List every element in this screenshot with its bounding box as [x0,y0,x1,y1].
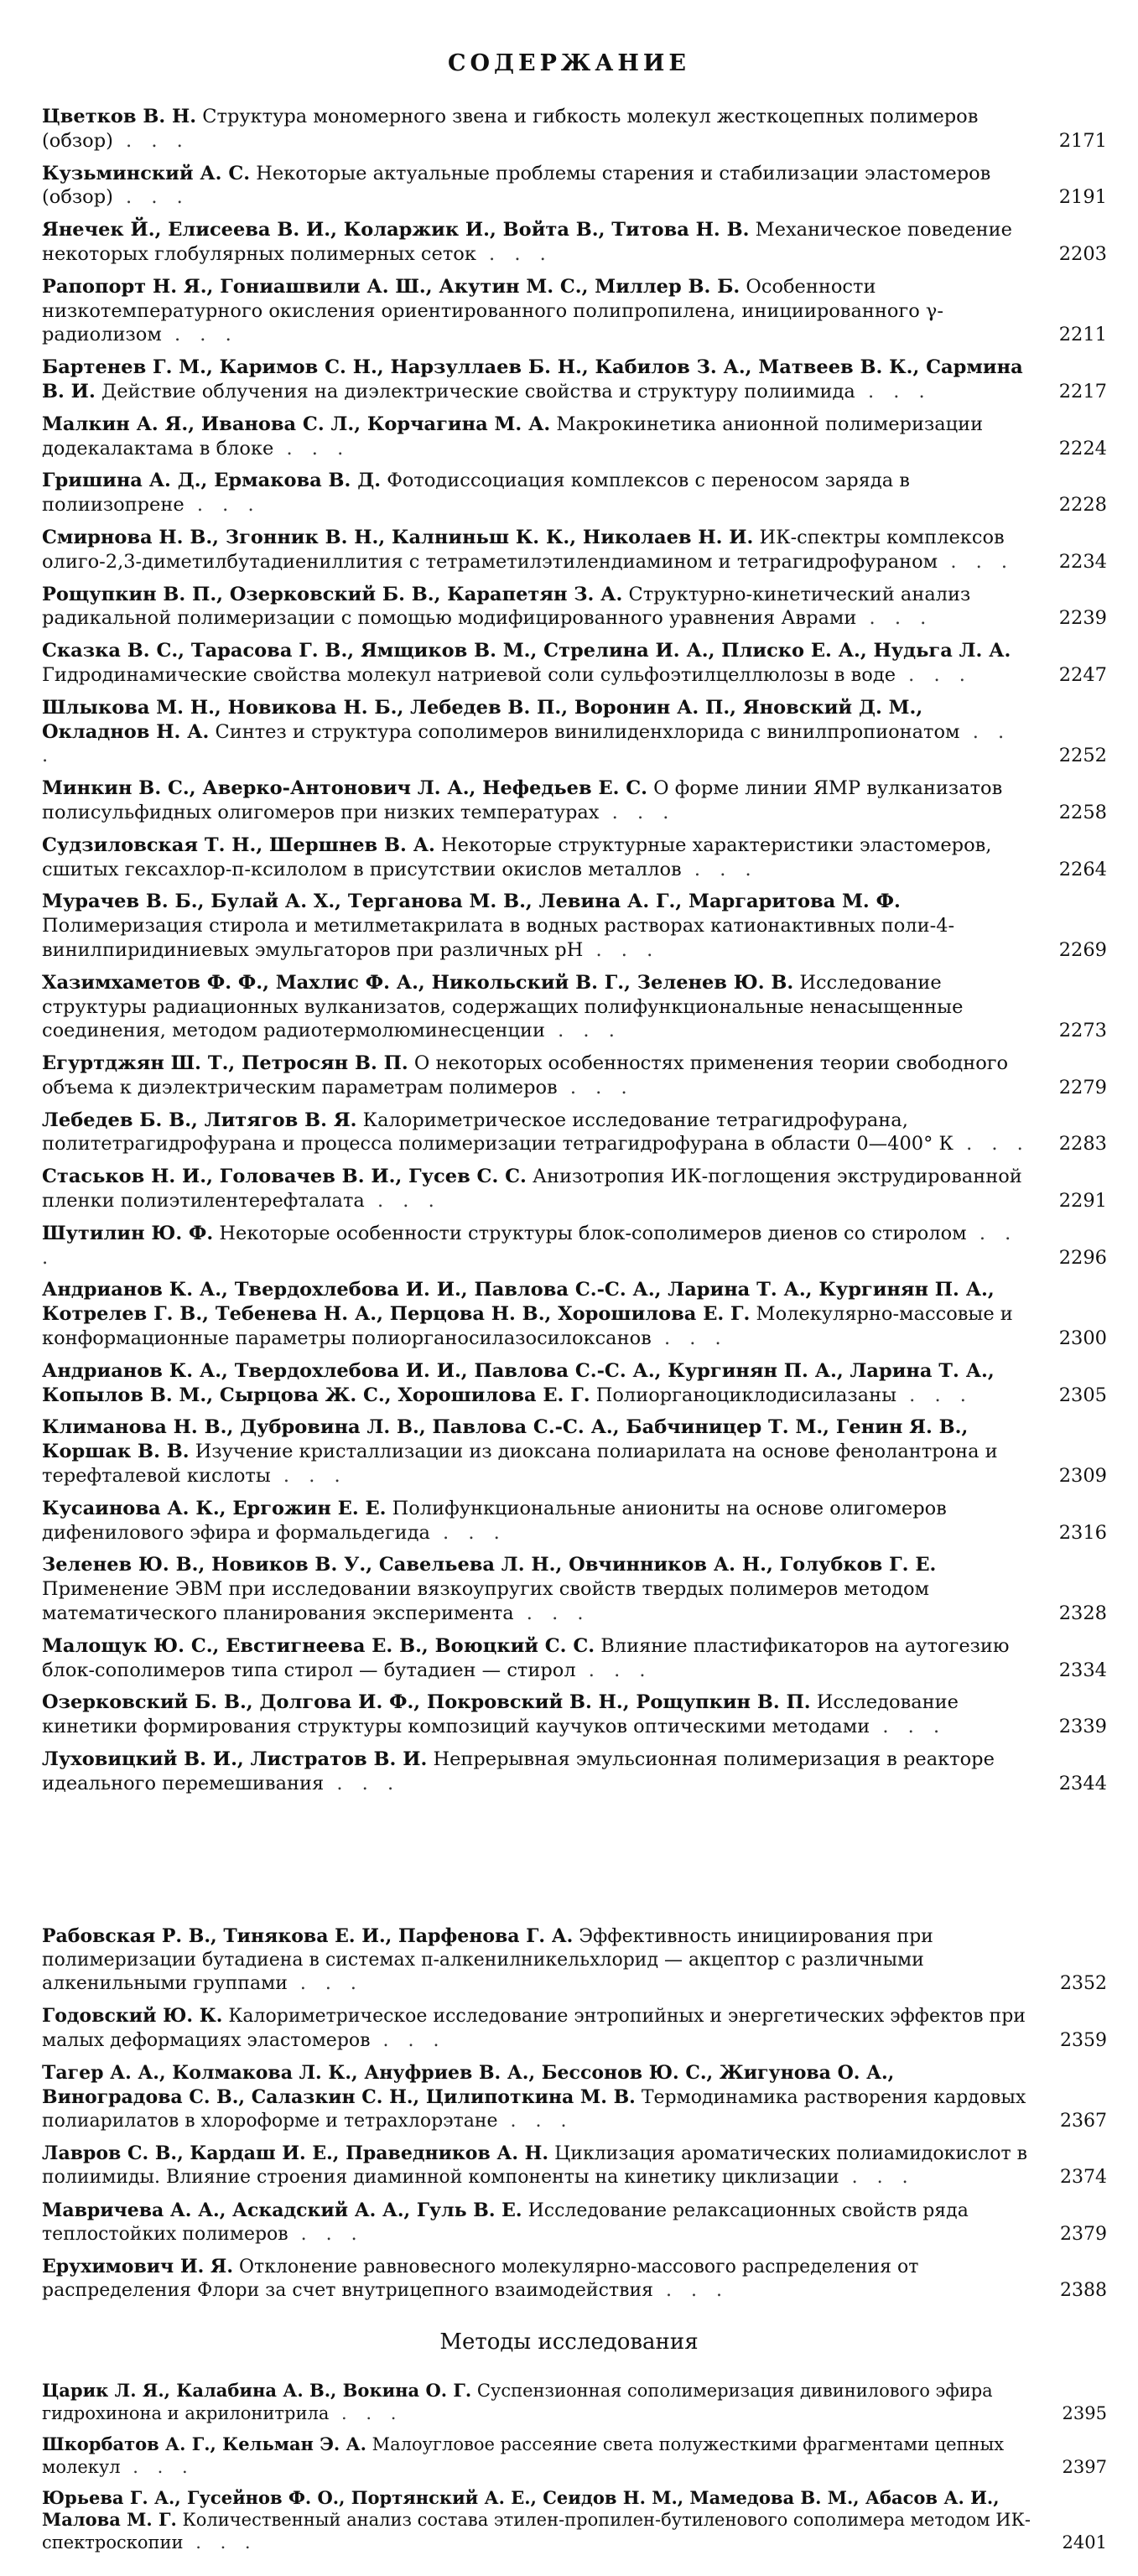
entry-page-number: 2279 [1058,1076,1107,1098]
leader-dots: . . . [324,1772,401,1794]
toc-block-main [42,105,1107,1805]
toc-entry [42,1222,1107,1270]
entry-page-number: 2283 [1058,1133,1107,1156]
toc-entry [42,890,1107,962]
entry-page-number: 2247 [1058,663,1107,686]
entry-authors: Кузьминский А. С. [42,162,251,184]
entry-title: ИК-спектры комплексов олиго-2,3-диметилбутадиениллития с тетраметилэтилендиамином и тетрагидрофураном [42,526,1005,573]
leader-dots: . . . [599,801,676,823]
entry-authors: Кусаинова А. К., Ергожин Е. Е. [42,1497,387,1519]
entry-authors: Лавров С. В., Кардаш И. Е., Праведников А. Н. [42,2142,549,2165]
entry-authors: Стаськов Н. И., Головачев В. И., Гусев С. С. [42,1166,527,1188]
toc-entry [42,1497,1107,1545]
entry-title: Макрокинетика анионной полимеризации додекалактама в блоке [42,413,984,460]
leader-dots: . . . [938,550,1015,573]
toc-entry [42,413,1107,461]
leader-dots: . . . [856,607,933,630]
entry-page-number: 2352 [1060,1973,1107,1995]
entry-title: Эффективность инициирования при полимеризации бутадиена в системах π-алкенилникельхлорид — акцептор с различными алкенильными группами [42,1926,933,1995]
entry-title: Исследование кинетики формирования структуры композиций каучуков оптическими методами [42,1691,959,1738]
entry-title: Некоторые структурные характеристики эластомеров, сшитых гексахлор-п-ксилолом в присутствии окислов металлов [42,834,992,880]
entry-authors: Янечек Й., Елисеева В. И., Коларжик И., Войта В., Титова Н. В. [42,219,750,242]
entry-title: Отклонение равновесного молекулярно-массового распределения от распределения Флори за счет внутрицепного взаимодействия [42,2256,919,2302]
entry-authors: Годовский Ю. К. [42,2005,223,2028]
entry-title: О форме линии ЯМР вулканизатов полисульфидных олигомеров при низких температурах [42,777,1003,823]
entry-title: Калориметрическое исследование тетрагидрофурана, политетрагидрофурана и процесса полимеризации тетрагидрофурана в области 0—400° К [42,1109,954,1156]
entry-page-number: 2374 [1060,2167,1107,2189]
entry-page-number: 2401 [1062,2532,1107,2553]
entry-title: Термодинамика растворения кардовых полиарилатов в хлороформе и тетрахлорэтане [42,2086,1026,2132]
entry-authors: Зеленев Ю. В., Новиков В. У., Савельева Л. Н., Овчинников А. Н., Голубков Г. Е. [42,1554,937,1576]
entry-title: Некоторые актуальные проблемы старения и стабилизации эластомеров (обзор) [42,162,991,209]
entry-authors: Смирнова Н. В., Згонник В. Н., Калниньш К. К., Николаев Н. И. [42,526,754,548]
toc-entry [42,162,1107,210]
entry-authors: Озерковский Б. В., Долгова И. Ф., Покровский В. Н., Рощупкин В. П. [42,1691,811,1714]
entry-page-number: 2334 [1058,1659,1107,1681]
entry-authors: Луховицкий В. И., Листратов В. И. [42,1748,428,1771]
leader-dots: . . . [544,1020,621,1042]
entry-title: Структура мономерного звена и гибкость молекул жесткоцепных полимеров (обзор) [42,106,979,152]
entry-page-number: 2224 [1058,437,1107,460]
entry-authors: Юрьева Г. А., Гусейнов Ф. О., Портянский А. Е., Сеидов Н. М., Мамедова В. М., Абасов А. И., Малова М. Г. [42,2486,1000,2531]
entry-page-number: 2344 [1058,1772,1107,1794]
toc-entry [42,275,1107,347]
toc-entry [42,1634,1107,1683]
entry-title: Количественный анализ состава этилен-пропилен-бутиленового сополимера методом ИК-спектроскопии [42,2510,1031,2553]
entry-title: Суспензионная сополимеризация дивинилового эфира гидрохинона и акрилонитрила [42,2381,993,2423]
entry-page-number: 2291 [1058,1190,1107,1213]
entry-page-number: 2388 [1060,2280,1107,2302]
leader-dots: . . . [681,858,758,880]
entry-authors: Егуртджян Ш. Т., Петросян В. П. [42,1052,408,1075]
entry-title: Полиорганоциклодисилазаны [595,1384,896,1406]
entry-page-number: 2203 [1058,242,1107,265]
page-title: СОДЕРЖАНИЕ [448,50,690,76]
entry-title: Действие облучения на диэлектрические свойства и структуру полиимида [101,380,855,402]
entry-page-number: 2309 [1058,1465,1107,1488]
toc-entry [42,1359,1107,1408]
toc-entry [42,639,1107,688]
leader-dots: . . . [896,663,972,686]
leader-dots: . . . [183,2532,257,2553]
entry-title: Непрерывная эмульсионная полимеризация в реакторе идеального перемешивания [42,1748,995,1794]
section-heading-methods: Методы исследования [439,2329,699,2355]
entry-page-number: 2211 [1058,324,1107,346]
toc-entry [42,1052,1107,1100]
leader-dots: . . . [184,494,261,517]
entry-authors: Минкин В. С., Аверко-Антонович Л. А., Нефедьев Е. С. [42,777,648,800]
entry-title: О некоторых особенностях применения теории свободного объема к диэлектрическим параметрам полимеров [42,1052,1009,1098]
entry-authors: Рощупкин В. П., Озерковский Б. В., Карапетян З. А. [42,583,623,605]
toc-entry [42,356,1107,404]
leader-dots: . . . [273,437,351,460]
toc-block-secondary [42,1924,1107,2311]
leader-dots: . . . [112,129,190,152]
entry-page-number: 2367 [1060,2111,1107,2132]
toc-entry [42,469,1107,517]
entry-title: Молекулярно-массовые и конформационные параметры полиорганосилазосилоксанов [42,1303,1013,1350]
leader-dots: . . . [364,1190,441,1213]
entry-page-number: 2269 [1058,938,1107,961]
leader-dots: . . . [370,2029,446,2051]
toc-entry [42,971,1107,1043]
entry-authors: Шутилин Ю. Ф. [42,1222,214,1244]
entry-page-number: 2379 [1060,2223,1107,2245]
entry-title: Структурно-кинетический анализ радикальной полимеризации с помощью модифицированного уравнения Аврами [42,583,971,630]
entry-authors: Бартенев Г. М., Каримов С. Н., Нарзуллаев Б. Н., Кабилов З. А., Матвеев В. К., Сармина В. И. [42,356,1023,402]
entry-page-number: 2191 [1058,186,1107,209]
toc-entry [42,2142,1107,2189]
leader-dots: . . . [429,1521,507,1544]
entry-page-number: 2258 [1058,801,1107,823]
leader-dots: . . . [161,324,238,346]
toc-entry [42,105,1107,153]
entry-page-number: 2359 [1060,2029,1107,2051]
leader-dots: . . . [42,1222,1018,1269]
toc-entry [42,1748,1107,1796]
entry-page-number: 2300 [1058,1327,1107,1350]
entry-title: Изучение кристаллизации из диоксана полиарилата на основе фенолантрона и терефталевой кислоты [42,1441,998,1488]
toc-entry [42,1415,1107,1488]
leader-dots: . . . [651,1327,728,1350]
entry-authors: Малкин А. Я., Иванова С. Л., Корчагина М. А. [42,413,551,435]
entry-authors: Хазимхаметов Ф. Ф., Махлис Ф. А., Никольский В. Г., Зеленев Ю. В. [42,971,794,994]
entry-authors: Судзиловская Т. Н., Шершнев В. А. [42,834,435,856]
toc-entry [42,776,1107,825]
leader-dots: . . . [475,242,553,265]
leader-dots: . . . [953,1133,1030,1156]
entry-authors: Андрианов К. А., Твердохлебова И. И., Павлова С.-С. А., Кургинян П. А., Ларина Т. А., Копылов В. М., Сырцова Ж. С., Хорошилова Е. Г. [42,1359,995,1406]
entry-authors: Ерухимович И. Я. [42,2255,233,2277]
entry-page-number: 2252 [1058,745,1107,767]
entry-title: Циклизация ароматических полиамидокислот в полиимиды. Влияние строения диаминной компоненты на кинетику циклизации [42,2143,1028,2189]
entry-page-number: 2264 [1058,858,1107,880]
leader-dots: . . . [653,2280,729,2302]
entry-authors: Мавричева А. А., Аскадский А. А., Гуль В. Е. [42,2199,522,2221]
toc-entry [42,2199,1107,2246]
entry-page-number: 2339 [1058,1716,1107,1738]
leader-dots: . . . [575,1659,652,1681]
entry-title: Механическое поведение некоторых глобулярных полимерных сеток [42,219,1012,265]
toc-entry [42,2004,1107,2052]
leader-dots: . . . [870,1716,947,1738]
leader-dots: . . . [513,1602,590,1625]
toc-entry [42,218,1107,267]
entry-title: Гидродинамические свойства молекул натриевой соли сульфоэтилцеллюлозы в воде [42,663,896,686]
toc-entry [42,526,1107,574]
leader-dots: . . . [839,2167,915,2189]
entry-authors: Рабовская Р. В., Тинякова Е. И., Парфенова Г. А. [42,1925,574,1947]
entry-page-number: 2316 [1058,1521,1107,1544]
entry-authors: Климанова Н. В., Дубровина Л. В., Павлова С.-С. А., Бабчиницер Т. М., Генин Я. В., Коршак В. В. [42,1416,969,1463]
toc-entry [42,2487,1107,2555]
leader-dots: . . . [112,186,190,209]
entry-authors: Сказка В. С., Тарасова Г. В., Ямщиков В. М., Стрелина И. А., Плиско Е. А., Нудьга Л. А. [42,640,1011,662]
entry-title: Полифункциональные аниониты на основе олигомеров дифенилового эфира и формальдегида [42,1497,947,1544]
leader-dots: . . . [583,938,660,961]
entry-page-number: 2228 [1058,494,1107,517]
entry-page-number: 2273 [1058,1020,1107,1042]
leader-dots: . . . [497,2111,574,2132]
entry-authors: Шкорбатов А. Г., Кельман Э. А. [42,2433,366,2454]
toc-block-methods [42,2380,1107,2563]
toc-entry [42,1690,1107,1739]
toc-entry [42,1278,1107,1350]
entry-authors: Мурачев В. Б., Булай А. Х., Терганова М. В., Левина А. Г., Маргаритова М. Ф. [42,891,901,913]
leader-dots: . . . [270,1465,347,1488]
entry-title: Исследование структуры радиационных вулканизатов, содержащих полифункциональные ненасыщенные соединения, методом радиотермолюминесценции [42,971,964,1042]
leader-dots: . . . [120,2456,195,2477]
entry-authors: Царик Л. Я., Калабина А. В., Вокина О. Г. [42,2380,472,2401]
toc-entry [42,2061,1107,2133]
entry-authors: Цветков В. Н. [42,106,197,127]
leader-dots: . . . [288,2223,364,2245]
leader-dots: . . . [287,1973,363,1995]
toc-entry [42,583,1107,631]
entry-page-number: 2234 [1058,550,1107,573]
entry-authors: Лебедев Б. В., Литягов В. Я. [42,1109,357,1131]
entry-title: Калориметрическое исследование энтропийных и энергетических эффектов при малых деформациях эластомеров [42,2006,1026,2051]
entry-title: Некоторые особенности структуры блок-сополимеров диенов со стиролом [219,1222,967,1244]
toc-entry [42,2380,1107,2425]
entry-page-number: 2397 [1062,2456,1107,2477]
entry-title: Малоугловое рассеяние света полужесткими фрагментами цепных молекул [42,2433,1005,2477]
entry-title: Синтез и структура сополимеров винилиденхлорида с винилпропионатом [215,720,960,743]
leader-dots: . . . [329,2402,403,2423]
entry-authors: Андрианов К. А., Твердохлебова И. И., Павлова С.-С. А., Ларина Т. А., Кургинян П. А., Котрелев Г. В., Тебенева Н. А., Перцова Н. В., Хорошилова Е. Г. [42,1279,995,1326]
entry-page-number: 2305 [1058,1384,1107,1406]
entry-title: Применение ЭВМ при исследовании вязкоупругих свойств твердых полимеров методом математического планирования эксперимента [42,1578,930,1625]
toc-entry [42,1109,1107,1157]
entry-title: Особенности низкотемпературного окисления ориентированного полипропилена, инициированного γ-радиолизом [42,275,943,346]
leader-dots: . . . [896,1384,973,1406]
entry-page-number: 2328 [1058,1602,1107,1625]
entry-authors: Тагер А. А., Колмакова Л. К., Ануфриев В. А., Бессонов Ю. С., Жигунова О. А., Виноградова С. В., Салазкин С. Н., Цилипоткина М. В. [42,2061,895,2108]
entry-page-number: 2395 [1062,2402,1107,2423]
toc-entry [42,696,1107,768]
entry-page-number: 2171 [1058,129,1107,152]
entry-page-number: 2217 [1058,380,1107,402]
toc-entry [42,1553,1107,1625]
entry-page-number: 2239 [1058,607,1107,630]
entry-title: Фотодиссоциация комплексов с переносом заряда в полиизопрене [42,470,910,517]
entry-authors: Малощук Ю. С., Евстигнеева Е. В., Воюцкий С. С. [42,1634,595,1657]
entry-authors: Рапопорт Н. Я., Гониашвили А. Ш., Акутин М. С., Миллер В. Б. [42,275,740,298]
toc-entry [42,2255,1107,2303]
toc-entry [42,834,1107,882]
toc-entry [42,1165,1107,1213]
leader-dots: . . . [855,380,932,402]
entry-title: Полимеризация стирола и метилметакрилата в водных растворах катионактивных поли-4-винилпиридиниевых эмульгаторов при различных pH [42,915,955,961]
toc-entry [42,2433,1107,2479]
entry-authors: Шлыкова М. Н., Новикова Н. Б., Лебедев В. П., Воронин А. П., Яновский Д. М., Окладнов Н. А. [42,696,923,743]
entry-title: Исследование релаксационных свойств ряда теплостойких полимеров [42,2199,969,2245]
entry-title: Влияние пластификаторов на аутогезию блок-сополимеров типа стирол — бутадиен — стирол [42,1634,1010,1681]
leader-dots: . . . [557,1076,634,1098]
toc-entry [42,1924,1107,1996]
entry-title: Анизотропия ИК-поглощения экструдированной пленки полиэтилентерефталата [42,1166,1022,1213]
entry-authors: Гришина А. Д., Ермакова В. Д. [42,470,382,492]
leader-dots: . . . [42,720,1011,767]
entry-page-number: 2296 [1058,1246,1107,1269]
